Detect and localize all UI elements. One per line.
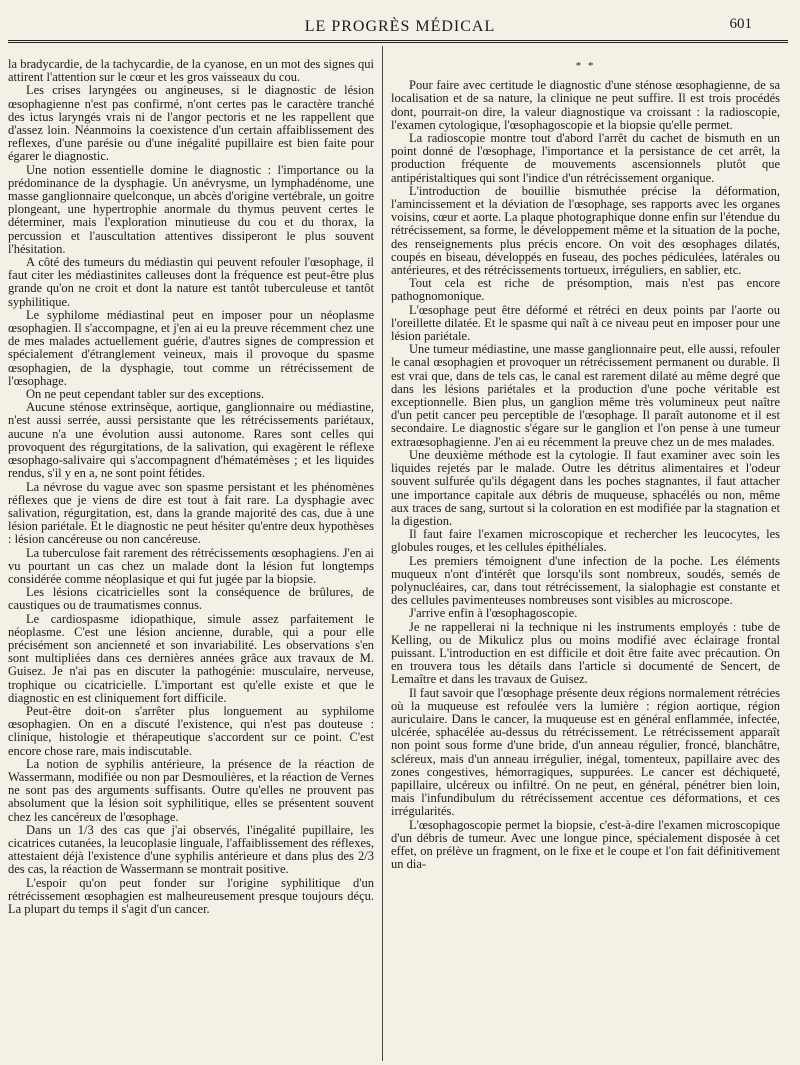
journal-title: LE PROGRÈS MÉDICAL [304,18,496,35]
paragraph: L'espoir qu'on peut fonder sur l'origine syphilitique d'un rétrécissement œsophagien est malheureusement presque toujours déçu. La plupart du temps il s'agit d'un cancer. [8,875,374,916]
paragraph: L'introduction de bouillie bismuthée précise la déformation, l'amincissement et la déviation de l'œsophage, ses rapports avec les organes voisins, cœur et aorte. La plaque photographique donne enfin sur l'étendue du rétrécissement, sa forme, le développement même et la situation de la poche, des renseignements plus précis encore. On voit des œsophages dilatés, coupés en biseau, développés en fuseau, des poches pédiculées, latérales ou antérieures, et des rétrécissements tortueux, irréguliers, en sablier, etc. [391,183,780,278]
paragraph: L'œsophage peut être déformé et rétréci en deux points par l'aorte ou l'oreillette dilatée. Et le spasme qui naît à ce niveau peut en imposer pour une lésion pariétale. [391,302,780,344]
column-divider [382,46,383,1061]
paragraph: Les crises laryngées ou angineuses, si le diagnostic de lésion œsophagienne n'est pas confirmé, n'ont certes pas le caractère tranché des ictus laryngés vrais ni de l'angor pectoris et ne les rappellent que d'assez loin. Néanmoins la coexistence d'un certain affaiblissement des reflexes, d'une parésie ou d'une inégalité pupillaire est bien faite pour égarer le diagnostic. [8,83,374,164]
paragraph: Le syphilome médiastinal peut en imposer pour un néoplasme œsophagien. Il s'accompagne, et j'en ai eu la preuve récemment chez une de mes malades actuellement guérie, d'autres signes de compression et spécialement d'étranglement veineux, mais il provoque du spasme œsophagien, de la dysphagie, tout comme un rétrécissement de l'œsophage. [8,307,374,388]
header-rule [8,40,788,43]
paragraph: Le cardiospasme idiopathique, simule assez parfaitement le néoplasme. C'est une lésion ancienne, durable, qui a pour elle précisément son ancienneté et son invariabilité. Les observations s'en sont multipliées dans ces dernières années grâce aux travaux de M. Guisez. Je n'ai pas en discuter la pathogénie: musculaire, nerveuse, trophique ou cicatricielle. L'important est qu'elle existe et que le diagnostic en est cliniquement fort difficile. [8,611,374,705]
paragraph: Il faut savoir que l'œsophage présente deux régions normalement rétrécies où la muqueuse est refoulée vers la lumière : région aortique, région auriculaire. Dans le cancer, la muqueuse est en général enflammée, infectée, ulcérée, sphacélée au-dessus du rétrécissement. Le rétrécissement apparaît non point sous forme d'une bride, d'un anneau régulier, froncé, blanchâtre, scléreux, mais d'un anneau irrégulier, inégal, tomenteux, papillaire avec des zones congestives, hémorragiques, suppurées. Le cancer est déchiqueté, papillaire, ulcéreux ou infiltré. On ne peut, en général, pénétrer bien loin, mais l'infundibulum du rétrécissement accentue ces déformations, et ces irrégularités. [391,685,780,819]
paragraph: Peut-être doit-on s'arrêter plus longuement au syphilome œsophagien. On en a discuté l'existence, qui n'est pas douteuse : clinique, histologie et thérapeutique s'accordent sur ce point. C'est encore chose rare, mais indiscutable. [8,703,374,758]
paragraph: J'arrive enfin à l'œsophagoscopie. [409,606,578,621]
paragraph: Les lésions cicatricielles sont la conséquence de brûlures, de caustiques ou de traumatismes connus. [8,585,374,613]
paragraph: La radioscopie montre tout d'abord l'arrêt du cachet de bismuth en un point donné de l'œsophage, l'importance et la persistance de cet arrêt, la production fréquente de mouvements ascensionnels plutôt que antipéristaltiques qui sont l'indice d'un rétrécissement organique. [391,131,780,185]
paragraph: Une deuxième méthode est la cytologie. Il faut examiner avec soin les liquides rejetés par le malade. Outre les détritus alimentaires et l'odeur souvent sulfurée qu'ils dégagent dans les poches stagnantes, il faut attacher une importance capitale aux débris de muqueuse, sphacélés ou non, même aux traces de sang, surtout si la coloration en est modifiée par la stagnation et la digestion. [391,447,780,528]
paragraph: Dans un 1/3 des cas que j'ai observés, l'inégalité pupillaire, les cicatrices cutanées, la leucoplasie linguale, l'affaiblissement des réflexes, attestaient déjà l'existence d'une syphilis antérieure et dans plus des 2/3 des cas, la réaction de Wassermann se montrait positive. [8,822,374,877]
paragraph: La tuberculose fait rarement des rétrécissements œsophagiens. J'en ai vu pourtant un cas chez un malade dont la lésion fut longtemps considérée comme néoplasique et qui fut jugée par la biopsie. [8,545,374,586]
paragraph: Une notion essentielle domine le diagnostic : l'importance ou la prédominance de la dysphagie. Un anévrysme, un lymphadénome, une masse ganglionnaire quelconque, un abcès d'origine vertébrale, un goitre plongeant, une hypertrophie anormale du thymus peuvent certes le déterminer, mais l'exploration minutieuse du cou et du thorax, la percussion et l'auscultation attentives dissiperont le plus souvent l'hésitation. [8,162,374,256]
paragraph: On ne peut cependant tabler sur des exceptions. [26,387,265,402]
paragraph: Pour faire avec certitude le diagnostic d'une sténose œsophagienne, de sa localisation et de sa nature, la clinique ne peut suffire. Il est trois procédés dont, pourrait-on dire, la valeur diagnostique va croissant : la radioscopie, l'examen cytologique, l'œsophagoscopie et la biopsie qu'elle permet. [391,78,780,132]
left-column [8,58,374,1058]
page-number: 601 [729,16,752,32]
paragraph: Il faut faire l'examen microscopique et rechercher les leucocytes, les globules rouges, et les cellules épithéliales. [391,527,780,555]
section-separator: * * [575,60,596,72]
right-column [391,58,780,1058]
paragraph: Les premiers témoignent d'une infection de la poche. Les éléments muqueux n'ont d'intérêt que lorsqu'ils sont nombreux, soudés, semés de polynucléaires, car, dans tout rétrécissement, la sialophagie est constante et des cellules pavimenteuses nombreuses sont visibles au microscope. [391,553,780,608]
paragraph: Tout cela est riche de présomption, mais n'est pas encore pathognomonique. [391,276,780,304]
paragraph: Je ne rappellerai ni la technique ni les instruments employés : tube de Kelling, ou de Mikulicz plus ou moins modifié avec éclairage frontal puissant. L'introduction en est difficile et doit être faite avec précaution. On en trouvera tous les détails dans l'article si documenté de Sencert, de Lemaître et dans les travaux de Guisez. [391,619,780,687]
paragraph: Une tumeur médiastine, une masse ganglionnaire peut, elle aussi, refouler le canal œsophagien et provoquer un rétrécissement permanent ou durable. Il est vrai que, dans de tels cas, le canal est rarement dilaté au même degré que dans les lésions pariétales et la production d'une poche véritable est exceptionnelle. Bien plus, un ganglion même très volumineux peut naître d'un petit cancer peu perceptible de l'œsophage. Il paraît autonome et il est secondaire. Le diagnostic s'égare sur le ganglion et l'on pense à une tumeur extraœsophagienne. J'en ai eu récemment la preuve chez un de mes malades. [391,342,780,449]
page-header [0,0,800,40]
paragraph: la bradycardie, de la tachycardie, de la cyanose, en un mot des signes qui attirent l'attention sur le cœur et les gros vaisseaux du cou. [8,58,374,85]
paragraph: L'œsophagoscopie permet la biopsie, c'est-à-dire l'examen microscopique d'un débris de tumeur. Avec une longue pince, spécialement disposée à cet effet, on prélève un fragment, on le fixe et le coupe et l'on fait définitivement un dia- [391,817,780,872]
paragraph: La névrose du vague avec son spasme persistant et les phénomènes réflexes que je viens de dire est tout à fait rare. La dysphagie avec salivation, régurgitation, est, dans la grande majorité des cas, due à une lésion pariétale. Et le diagnostic ne peut hésiter qu'entre deux hypothèses : lésion cancéreuse ou non cancéreuse. [8,479,374,547]
paragraph: La notion de syphilis antérieure, la présence de la réaction de Wassermann, modifiée ou non par Desmoulières, et la réaction de Vernes ne sont pas des arguments suffisants. Outre qu'elles ne prouvent pas absolument que la lésion soit syphilitique, elles se présentent souvent chez les cancéreux de l'œsophage. [8,756,374,824]
paragraph: A côté des tumeurs du médiastin qui peuvent refouler l'œsophage, il faut citer les médiastinites calleuses dont la fréquence est peut-être plus grande qu'on ne croit et dont la nature est tantôt tuberculeuse et tantôt syphilitique. [8,255,374,309]
paragraph: Aucune sténose extrinsèque, aortique, ganglionnaire ou médiastine, n'est aussi serrée, aussi persistante que les rétrécissements pariétaux, aucune n'a une évolution aussi autonome. Rares sont celles qui provoquent des régurgitations, de la salivation, qui exagèrent le réflexe œsophago-salivaire qui s'accompagnent d'hématémèses ; et les liquides rendus, s'il y en a, ne sont point fétides. [8,400,374,481]
